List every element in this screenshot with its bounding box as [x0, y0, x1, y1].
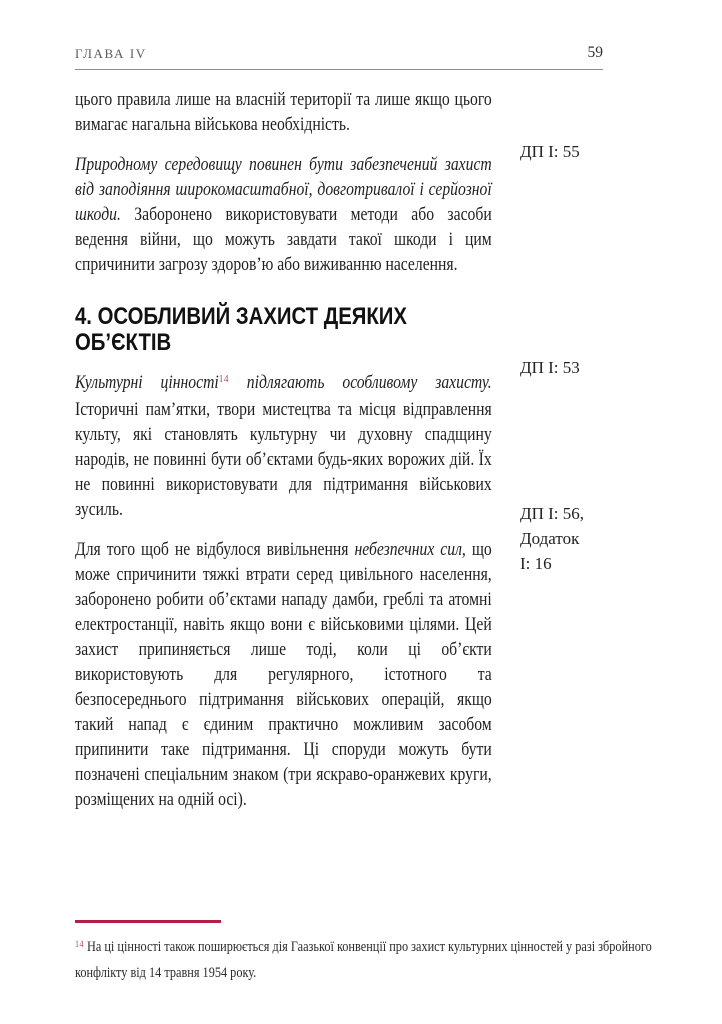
footnote-reference: 14	[218, 373, 229, 385]
margin-note-line: Додаток	[520, 529, 580, 548]
footnote	[75, 936, 654, 985]
text-run: Природному середовищу повинен бути забезпечений захист від заподіяння широкомасштабної, довготривалої і серйозної шкоди.	[75, 155, 492, 225]
footnote-rule	[75, 920, 221, 923]
page-header	[75, 44, 603, 70]
text-run: Для того щоб не відбулося вивільнення	[75, 540, 355, 560]
text-run: На ці цінності також поширюється дія Гаазької конвенції про захист культурних цінностей у разі збройного конфлікту від 14 травня 1954 року.	[75, 939, 652, 981]
text-run: Культурні цінності	[75, 373, 219, 393]
margin-note-dp-55: ДП І: 55	[520, 142, 580, 161]
text-run: підлягають особливому захисту.	[228, 373, 492, 393]
paragraph	[75, 153, 492, 278]
paragraph	[75, 371, 492, 523]
paragraph	[75, 88, 492, 138]
paragraph	[75, 538, 492, 813]
text-run: Історичні пам’ятки, твори мистецтва та місця відправлення культу, які становлять культурну чи духовну спадщину народів, не повинні бути об’єктами будь-яких ворожих дій. Їх не повинні використовувати для підтримання військових зусиль.	[75, 400, 492, 520]
text-run: Заборонено використовувати методи або засоби ведення війни, що можуть завдати такої шкоди і цим спричинити загрозу здоров’ю або виживанню населення.	[75, 205, 492, 275]
text-run: небезпечних сил	[354, 540, 462, 560]
content-column	[75, 88, 492, 828]
margin-note-dp-53: ДП І: 53	[520, 358, 580, 377]
margin-note-line: ДП І: 56,	[520, 504, 585, 523]
margin-note-dp-56	[520, 501, 630, 576]
chapter-label: ГЛАВА IV	[75, 46, 147, 61]
text-run: , що може спричинити тяжкі втрати серед цивільного населення, заборонено робити об’єктами нападу дамби, греблі та атомні електростанції, навіть якщо вони є військовими цілями. Цей захист припиняється лише тоді, коли ці об’єкти використовують для регулярного, істотного та безпосереднього підтримання військових операцій, якщо такий напад є єдиним практично можливим засобом припинити таке підтримання. Ці споруди можуть бути позначені спеціальним знаком (три яскраво-оранжевих круги, розміщених на одній осі).	[75, 540, 492, 810]
text-run: цього правила лише на власній території та лише якщо цього вимагає нагальна військова необхідність.	[75, 90, 492, 135]
page-number: 59	[587, 44, 603, 61]
footnote-reference: 14	[75, 940, 84, 950]
section-heading: 4. ОСОБЛИВИЙ ЗАХИСТ ДЕЯКИХ ОБ’ЄКТІВ	[75, 303, 407, 356]
margin-note-line: І: 16	[520, 554, 552, 573]
